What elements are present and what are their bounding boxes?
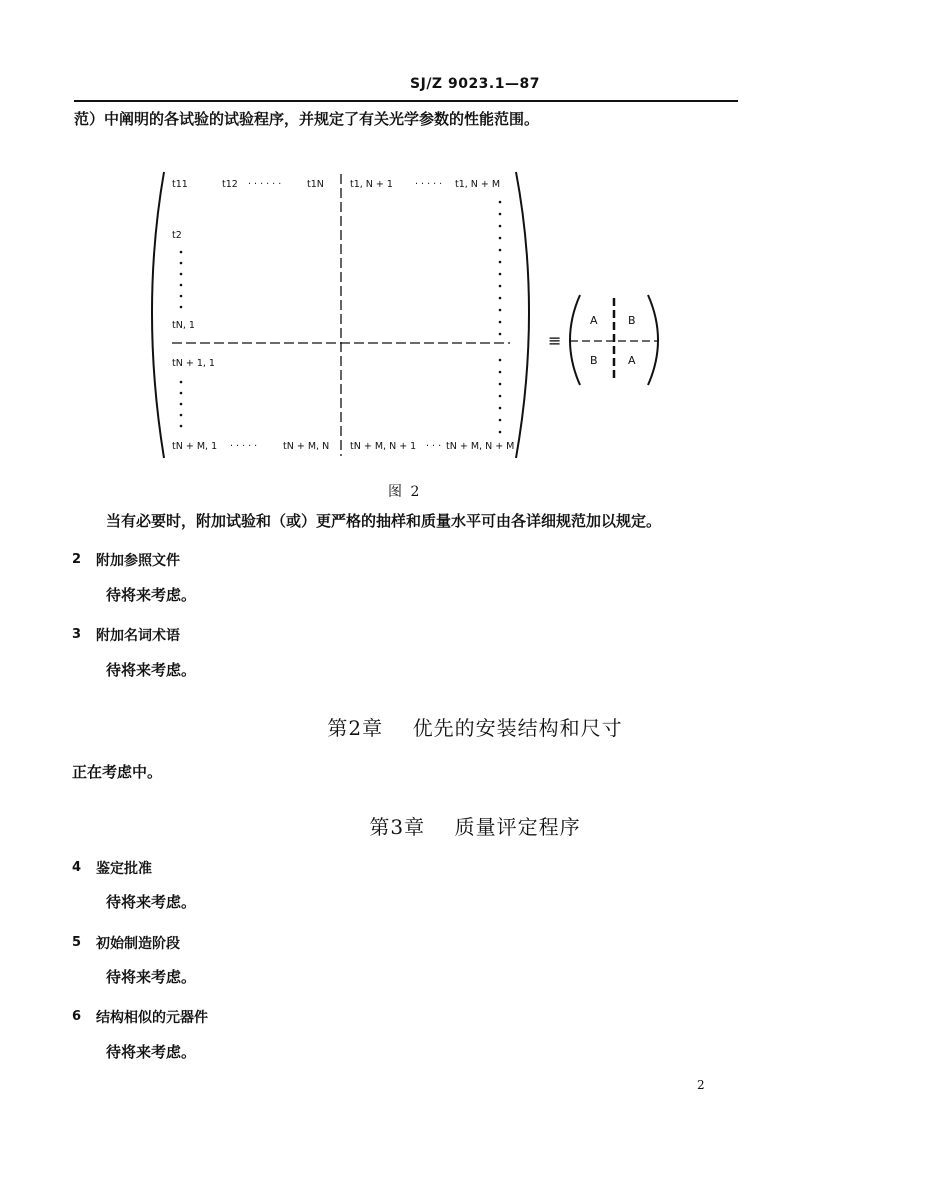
dots-row-bottom: · · · · ·: [230, 441, 258, 452]
cell-t11: t11: [172, 179, 188, 190]
cell-tn1: tN, 1: [172, 320, 195, 331]
section-title-6: 结构相似的元器件: [96, 1010, 208, 1026]
section-title-3: 附加名词术语: [96, 628, 180, 644]
right-column-dots: [499, 201, 502, 434]
section-number-2: 2: [72, 552, 82, 567]
page-number: 2: [697, 1078, 705, 1092]
block-left-paren: [570, 295, 580, 385]
section-body-5: 待将来考虑。: [106, 968, 197, 986]
matrix-figure: [150, 160, 680, 470]
cell-tnmn: tN + M, N: [283, 441, 330, 452]
cell-t2: t2: [172, 230, 182, 241]
cell-t1n1: t1, N + 1: [350, 179, 393, 190]
left-column-dots-top: [180, 251, 183, 309]
chapter-3-label: 第3章: [369, 815, 426, 839]
cell-t1n: t1N: [307, 179, 324, 190]
chapter-3-title: 质量评定程序: [454, 815, 581, 839]
cell-tnmnm: tN + M, N + M: [446, 441, 515, 452]
cell-t1nm: t1, N + M: [455, 179, 501, 190]
paragraph-extra-tests: 当有必要时，附加试验和（或）更严格的抽样和质量水平可由各详细规范加以规定。: [106, 512, 662, 530]
block-right-paren: [648, 295, 658, 385]
chapter-3-heading: [0, 811, 950, 840]
dots-row1: · · · · · ·: [248, 179, 282, 190]
chapter-2-label: 第2章: [327, 716, 384, 740]
chapter-2-heading: [0, 712, 950, 741]
cell-t12: t12: [222, 179, 238, 190]
right-parenthesis: [516, 172, 529, 458]
document-code-header: SJ/Z 9023.1—87: [410, 76, 540, 92]
header-rule: [74, 100, 738, 102]
intro-line: 范）中阐明的各试验的试验程序，并规定了有关光学参数的性能范围。: [74, 110, 540, 128]
section-number-5: 5: [72, 935, 82, 950]
section-title-4: 鉴定批准: [96, 861, 152, 877]
section-number-6: 6: [72, 1009, 82, 1024]
chapter-2-title: 优先的安装结构和尺寸: [412, 716, 623, 740]
block-bl: B: [590, 354, 598, 367]
left-column-dots-bottom: [180, 381, 183, 428]
section-title-2: 附加参照文件: [96, 553, 180, 569]
section-body-2: 待将来考虑。: [106, 586, 197, 604]
dots-row1b: · · · · ·: [415, 179, 443, 190]
cell-tn11: tN + 1, 1: [172, 358, 215, 369]
block-br: A: [628, 354, 636, 367]
section-body-6: 待将来考虑。: [106, 1043, 197, 1061]
figure-caption: 图 2: [388, 484, 422, 500]
block-tl: A: [590, 314, 598, 327]
cell-tnm1: tN + M, 1: [172, 441, 218, 452]
cell-tnmn1: tN + M, N + 1: [350, 441, 417, 452]
section-body-3: 待将来考虑。: [106, 661, 197, 679]
left-parenthesis: [152, 172, 164, 458]
chapter-2-body: 正在考虑中。: [72, 763, 163, 781]
dots-row-bottom2: · · ·: [426, 441, 442, 452]
block-tr: B: [628, 314, 636, 327]
section-body-4: 待将来考虑。: [106, 893, 197, 911]
equiv-sign: ≡: [548, 331, 562, 350]
section-number-3: 3: [72, 627, 82, 642]
section-title-5: 初始制造阶段: [96, 936, 180, 952]
section-number-4: 4: [72, 860, 82, 875]
